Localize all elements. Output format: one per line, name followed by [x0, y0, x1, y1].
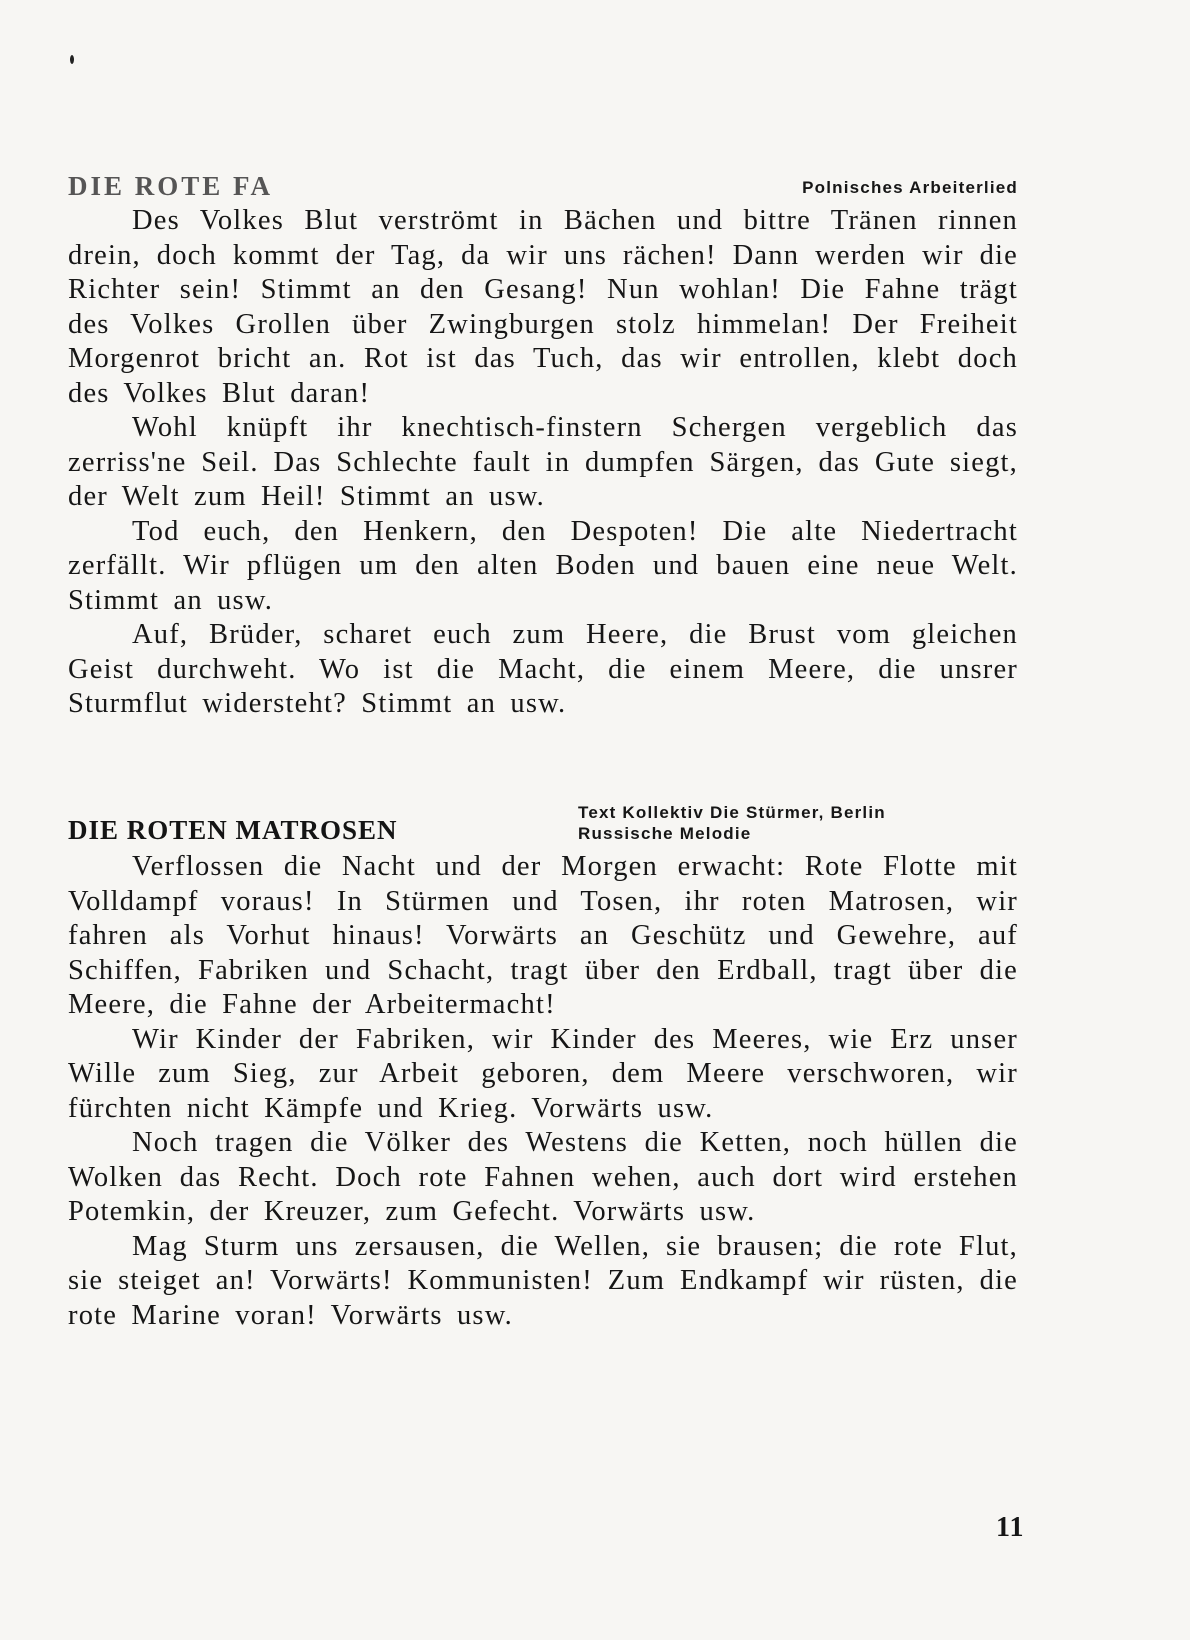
stanza: Verflossen die Nacht und der Morgen erwacht: Rote Flotte mit Volldampf voraus! In Stürmen und Tosen, ihr roten Matrosen, wir fahren als Vorhut hinaus! Vorwärts an Geschütz und Gewehre, auf Schiffen, Fabriken und Schacht, tragt über den Erdball, tragt über die Meere, die Fahne der Arbeitermacht! [68, 851, 1018, 1020]
song-die-roten-matrosen [68, 803, 1018, 1333]
stanza: Noch tragen die Völker des Westens die Ketten, noch hüllen die Wolken das Recht. Doch rote Fahnen wehen, auch dort wird erstehen Potemkin, der Kreuzer, zum Gefecht. Vorwärts usw. [68, 1127, 1018, 1227]
stanza: Tod euch, den Henkern, den Despoten! Die alte Niedertracht zerfällt. Wir pflügen um den alten Boden und bauen eine neue Welt. Stimmt an usw. [68, 515, 1018, 616]
song-source: Polnisches Arbeiterlied [802, 178, 1018, 197]
song-heading [68, 803, 1018, 846]
song-credits [578, 802, 886, 844]
stanza: Mag Sturm uns zersausen, die Wellen, sie brausen; die rote Flut, sie steiget an! Vorwärts! Kommunisten! Zum Endkampf wir rüsten, die rote Marine voran! Vorwärts usw. [68, 1230, 1018, 1331]
stanza: Wir Kinder der Fabriken, wir Kinder des Meeres, wie Erz unser Wille zum Sieg, zur Arbeit geboren, dem Meere verschworen, wir fürchten nicht Kämpfe und Krieg. Vorwärts usw. [68, 1023, 1018, 1124]
text-credit: Text Kollektiv Die Stürmer, Berlin [578, 803, 886, 822]
ink-speck [70, 55, 74, 64]
melody-credit: Russische Melodie [578, 824, 752, 843]
song-title: DIE ROTEN MATROSEN [68, 815, 398, 845]
song-die-rote-fahne [68, 168, 1018, 722]
song-heading [68, 168, 1018, 202]
page-number: 11 [996, 1512, 1025, 1543]
stanza: Auf, Brüder, scharet euch zum Heere, die Brust vom gleichen Geist durchweht. Wo ist die Macht, die einem Meere, die unsrer Sturmflut widersteht? Stimmt an usw. [68, 619, 1018, 719]
stanza: Wohl knüpft ihr knechtisch-finstern Schergen vergeblich das zerriss'ne Seil. Das Schlechte fault in dumpfen Särgen, das Gute siegt, der Welt zum Heil! Stimmt an usw. [68, 412, 1018, 512]
stanza: Des Volkes Blut verströmt in Bächen und bittre Tränen rinnen drein, doch kommt der Tag, da wir uns rächen! Dann werden wir die Richter sein! Stimmt an den Gesang! Nun wohlan! Die Fahne trägt des Volkes Grollen über Zwingburgen stolz himmelan! Der Freiheit Morgenrot bricht an. Rot ist das Tuch, das wir entrollen, klebt doch des Volkes Blut daran! [68, 205, 1018, 409]
song-title: DIE ROTE FA [68, 171, 274, 201]
